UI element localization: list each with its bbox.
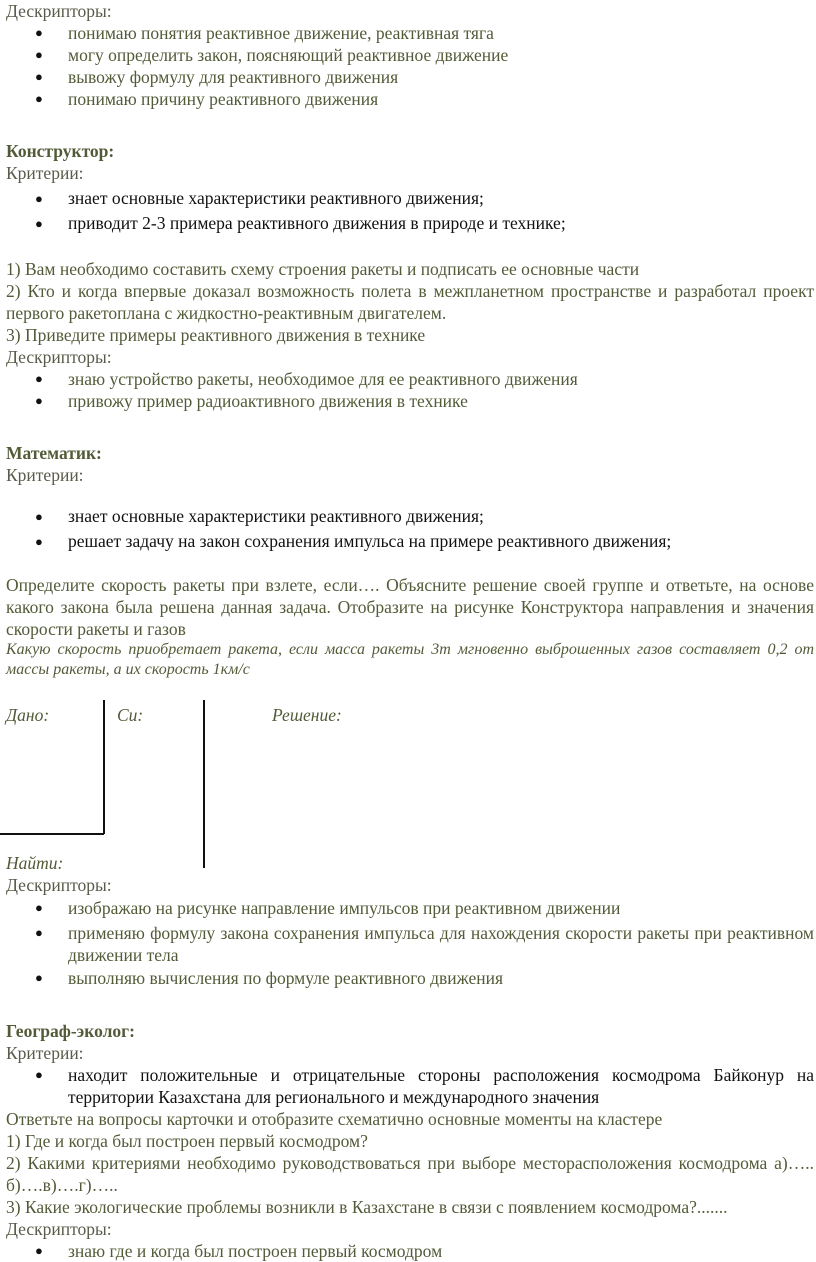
descriptors-list-mathematician <box>6 896 814 990</box>
bullet-icon: ● <box>35 191 43 206</box>
criteria-list-mathematician <box>6 504 814 554</box>
si-label: Си: <box>117 705 144 725</box>
bullet-icon: ● <box>35 1243 43 1258</box>
list-item: ● могу определить закон, поясняющий реактивное движение <box>35 45 509 65</box>
bullet-icon: ● <box>35 900 43 915</box>
list-item: ● находит положительные и отрицательные стороны расположения космодрома Байконур на территории Казахстана для регионального и международного значения <box>35 1065 814 1107</box>
section-title-geographer: Географ-эколог: <box>6 1021 135 1041</box>
solution-label: Решение: <box>272 705 342 725</box>
task-3: 3) Приведите примеры реактивного движения в технике <box>6 325 426 345</box>
section-title-mathematician: Математик: <box>6 443 102 463</box>
geo-intro: Ответьте на вопросы карточки и отобразите схематично основные моменты на кластере <box>6 1109 663 1129</box>
descriptors-heading: Дескрипторы: <box>6 1219 112 1239</box>
list-item: ● знаю устройство ракеты, необходимое для ее реактивного движения <box>35 369 578 389</box>
bullet-icon: ● <box>35 47 43 62</box>
section-title-constructor: Конструктор: <box>6 141 115 161</box>
geo-question-3: 3) Какие экологические проблемы возникли в Казахстане в связи с появлением космодрома?....... <box>6 1197 728 1217</box>
bullet-icon: ● <box>35 69 43 84</box>
task-2: 2) Кто и когда впервые доказал возможность полета в межпланетном пространстве и разработал проект первого ракетоплана с жидкостно-реактивным двигателем. <box>6 281 814 323</box>
math-task: Определите скорость ракеты при взлете, если…. Объясните решение своей группе и ответьте, на основе какого закона была решена данная задача. Отобразите на рисунке Конструктора направления и значения скорости ракеты и газов <box>6 575 814 639</box>
list-item: ● знаю где и когда был построен первый космодром <box>35 1241 443 1261</box>
bullet-icon: ● <box>35 25 43 40</box>
list-item: ● понимаю понятия реактивное движение, реактивная тяга <box>35 23 494 43</box>
list-item: ● вывожу формулу для реактивного движения <box>35 67 399 87</box>
list-item: ● применяю формулу закона сохранения импульса для нахождения скорости ракеты при реактивном движении тела <box>35 923 814 965</box>
descriptors-heading: Дескрипторы: <box>6 347 112 367</box>
descriptors-heading: Дескрипторы: <box>6 1 112 21</box>
list-item: ● знает основные характеристики реактивного движения; <box>6 504 814 529</box>
bullet-icon: ● <box>35 534 43 549</box>
document-page <box>6 0 814 1262</box>
bullet-icon: ● <box>35 925 43 940</box>
list-item: ● выполняю вычисления по формуле реактивного движения <box>35 968 504 988</box>
criteria-list-geographer <box>6 1064 814 1108</box>
bullet-icon: ● <box>35 509 43 524</box>
bullet-icon: ● <box>35 970 43 985</box>
geo-question-1: 1) Где и когда был построен первый космодром? <box>6 1131 368 1151</box>
descriptors-list-1 <box>6 22 814 110</box>
list-item: ● изображаю на рисунке направление импульсов при реактивном движении <box>35 898 621 918</box>
criteria-heading: Критерии: <box>6 1043 84 1063</box>
descriptors-heading: Дескрипторы: <box>6 875 112 895</box>
bullet-icon: ● <box>35 91 43 106</box>
list-item: ● понимаю причину реактивного движения <box>35 89 379 109</box>
list-item: ● привожу пример радиоактивного движения в технике <box>35 391 468 411</box>
grid-divider-2 <box>203 700 205 868</box>
given-label: Дано: <box>6 705 50 725</box>
grid-divider-1 <box>103 700 105 834</box>
criteria-heading: Критерии: <box>6 465 84 485</box>
math-problem: Какую скорость приобретает ракета, если масса ракеты 3т мгновенно выброшенных газов составляет 0,2 от массы ракеты, а их скорость 1км/с <box>6 641 814 678</box>
problem-solution-grid <box>6 704 814 874</box>
descriptors-list-constructor <box>6 368 814 412</box>
grid-divider-h <box>0 833 104 835</box>
list-item: ● приводит 2-3 примера реактивного движения в природе и технике; <box>6 211 814 236</box>
task-1: 1) Вам необходимо составить схему строения ракеты и подписать ее основные части <box>6 259 640 279</box>
bullet-icon: ● <box>35 393 43 408</box>
geo-question-2: 2) Какими критериями необходимо руководствоваться при выборе месторасположения космодрома а)….. б)….в)….г)….. <box>6 1153 814 1195</box>
bullet-icon: ● <box>35 371 43 386</box>
bullet-icon: ● <box>35 216 43 231</box>
bullet-icon: ● <box>35 1067 43 1082</box>
list-item: ● решает задачу на закон сохранения импульса на примере реактивного движения; <box>6 529 814 554</box>
list-item: ● знает основные характеристики реактивного движения; <box>6 186 814 211</box>
descriptors-list-geographer <box>6 1240 814 1262</box>
criteria-list-constructor <box>6 186 814 236</box>
find-label: Найти: <box>6 853 64 873</box>
criteria-heading: Критерии: <box>6 163 84 183</box>
